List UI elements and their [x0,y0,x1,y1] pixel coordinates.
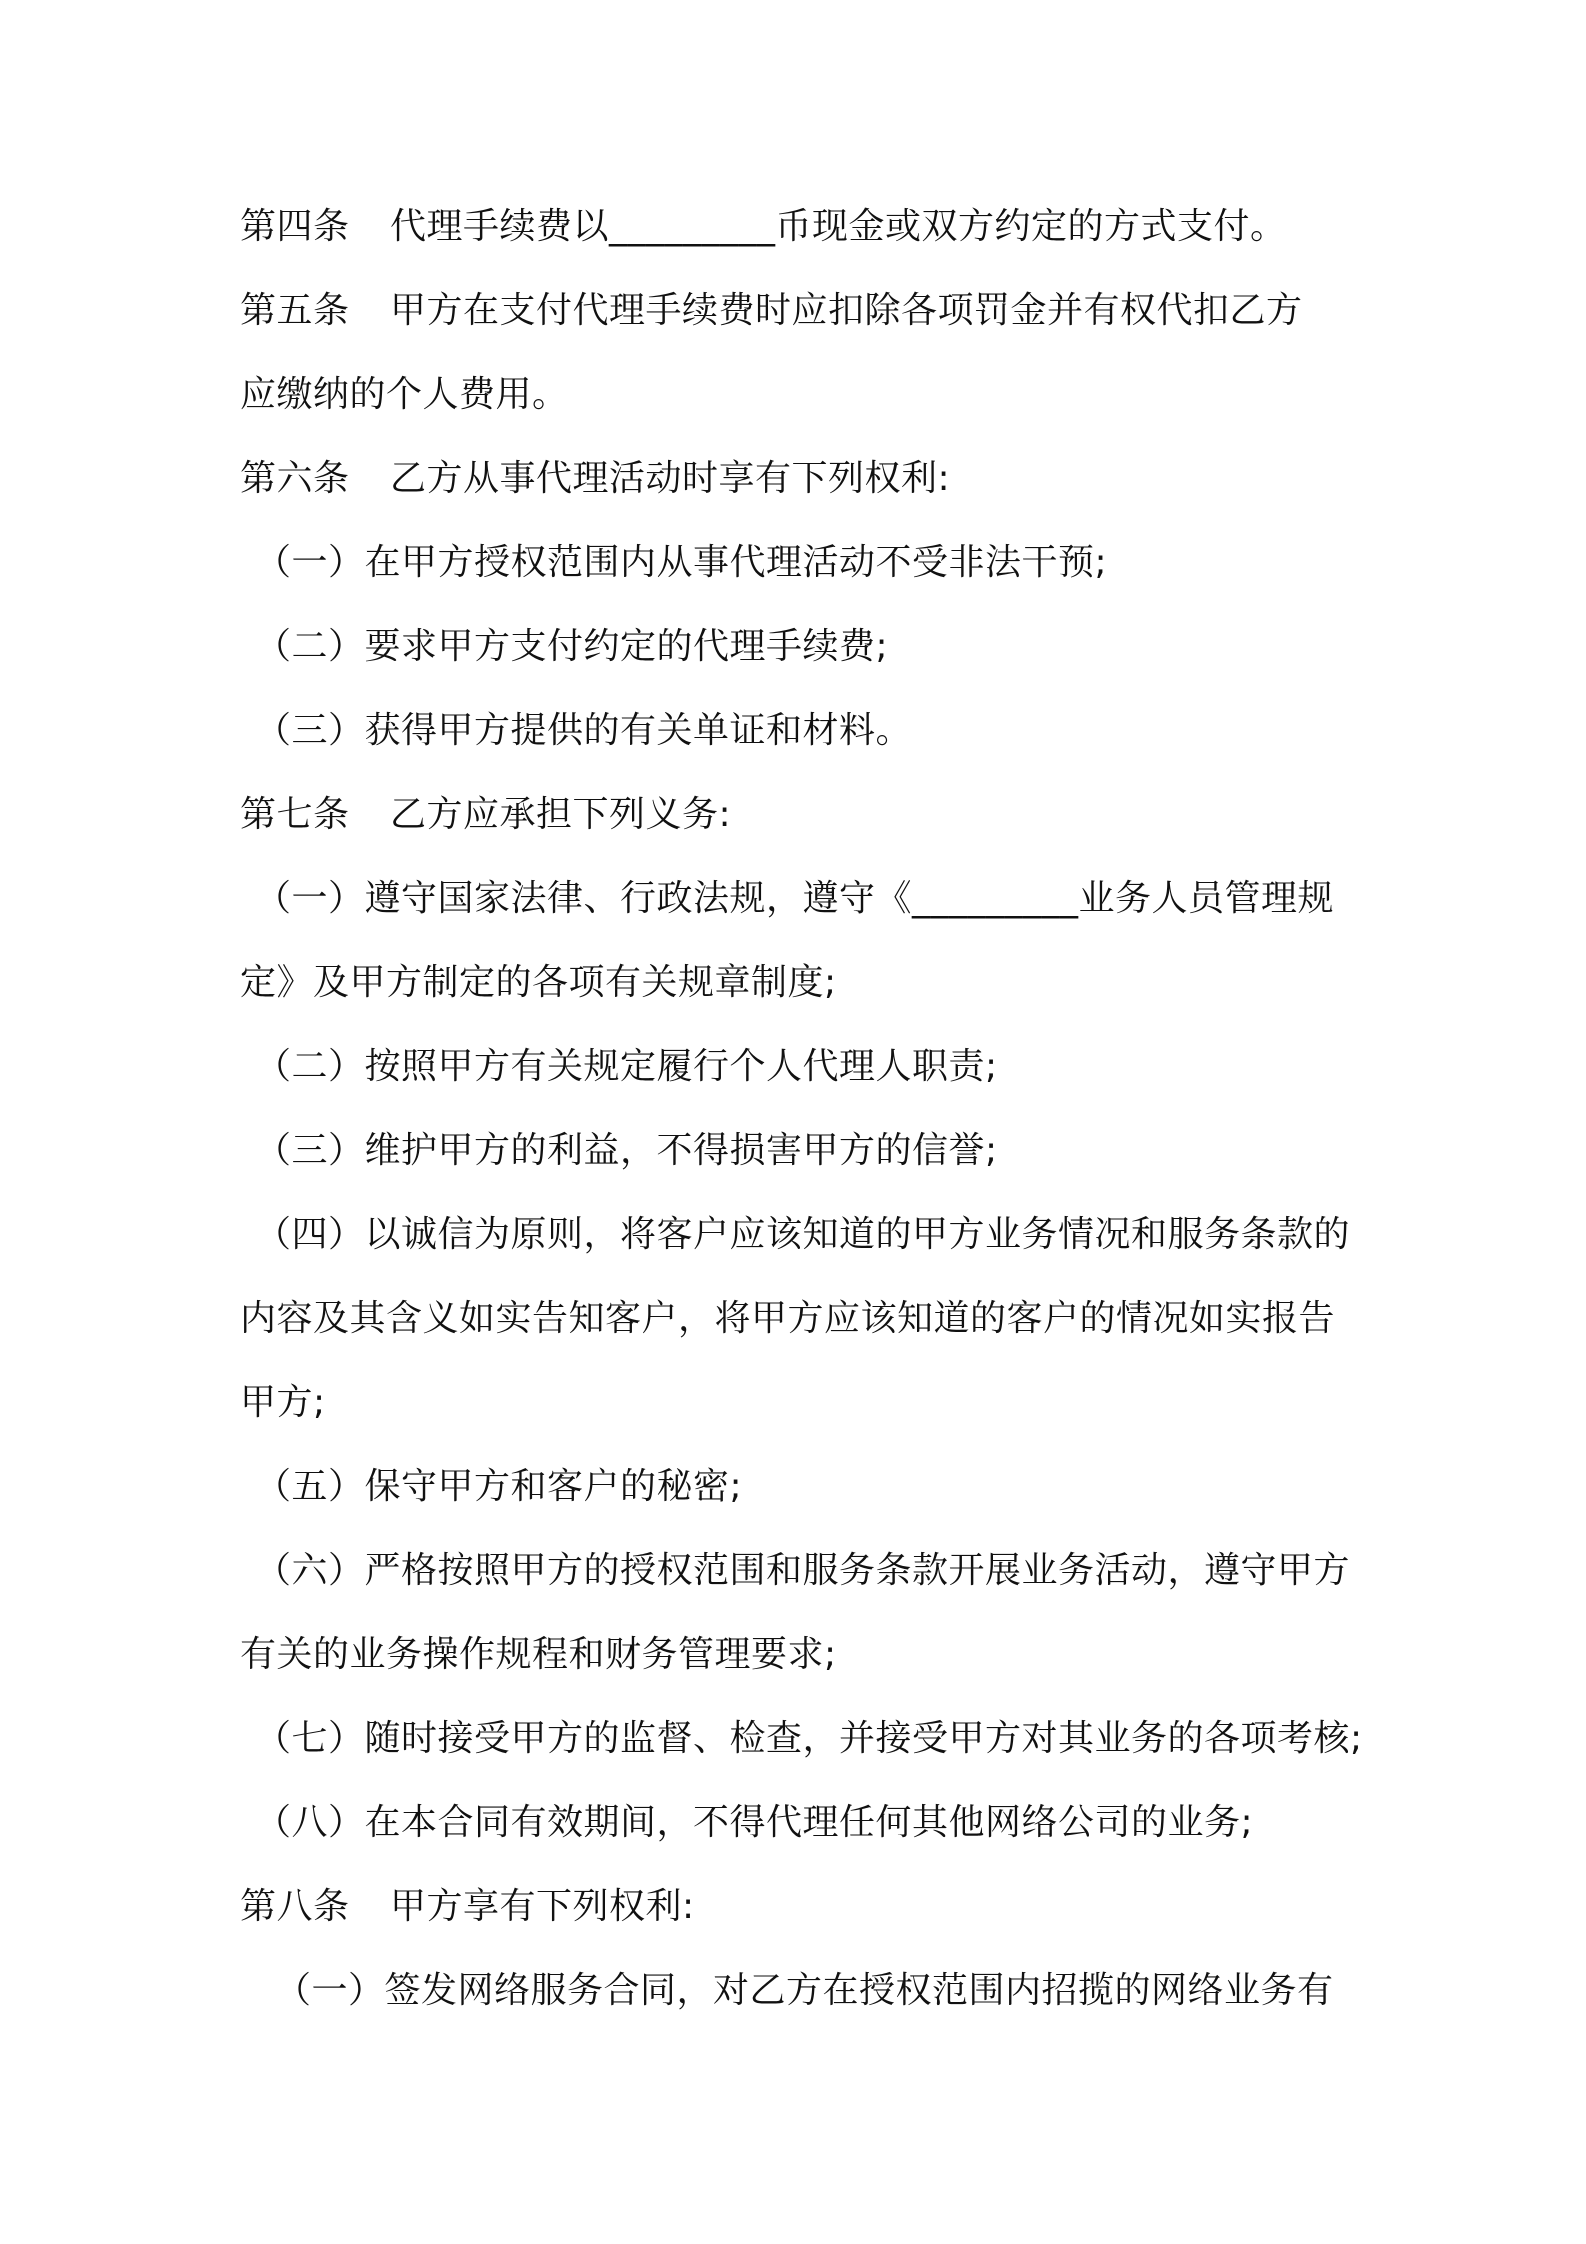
article-label: 第四条 [240,206,350,247]
article-text: 乙方应承担下列义务: [390,794,732,835]
list-item: （七）随时接受甲方的监督、检查，并接受甲方对其业务的各项考核; [255,1718,1363,1759]
list-item: （一）在甲方授权范围内从事代理活动不受非法干预; [255,542,1108,583]
paragraph-line: 内容及其含义如实告知客户，将甲方应该知道的客户的情况如实报告 [240,1298,1336,1339]
article-text: 代理手续费以_________币现金或双方约定的方式支付。 [390,206,1287,247]
paragraph-line: 定》及甲方制定的各项有关规章制度; [240,962,837,1003]
list-item: （三）维护甲方的利益，不得损害甲方的信誉; [255,1130,998,1171]
paragraph-line: 应缴纳的个人费用。 [240,374,569,415]
list-item: （六）严格按照甲方的授权范围和服务条款开展业务活动，遵守甲方 [255,1550,1351,1591]
article-label: 第六条 [240,458,350,499]
article-label: 第七条 [240,794,350,835]
article-label: 第五条 [240,290,350,331]
article-8-line [240,1883,1360,1931]
list-item: （一）遵守国家法律、行政法规，遵守《_________业务人员管理规 [255,878,1335,919]
article-4-line [240,203,1360,251]
article-7-line [240,791,1360,839]
list-item: （八）在本合同有效期间，不得代理任何其他网络公司的业务; [255,1802,1254,1843]
paragraph-line: 有关的业务操作规程和财务管理要求; [240,1634,837,1675]
article-text: 乙方从事代理活动时享有下列权利: [390,458,951,499]
list-item: （四）以诚信为原则，将客户应该知道的甲方业务情况和服务条款的 [255,1214,1351,1255]
article-label: 第八条 [240,1886,350,1927]
list-item: （二）按照甲方有关规定履行个人代理人职责; [255,1046,998,1087]
article-text: 甲方在支付代理手续费时应扣除各项罚金并有权代扣乙方 [390,290,1303,331]
list-item: （三）获得甲方提供的有关单证和材料。 [255,710,913,751]
article-6-line [240,455,1360,503]
list-item: （一）签发网络服务合同，对乙方在授权范围内招揽的网络业务有 [275,1970,1334,2011]
list-item: （五）保守甲方和客户的秘密; [255,1466,743,1507]
paragraph-line: 甲方; [240,1382,326,1423]
list-item: （二）要求甲方支付约定的代理手续费; [255,626,889,667]
article-5-line [240,287,1360,335]
article-text: 甲方享有下列权利: [390,1886,695,1927]
